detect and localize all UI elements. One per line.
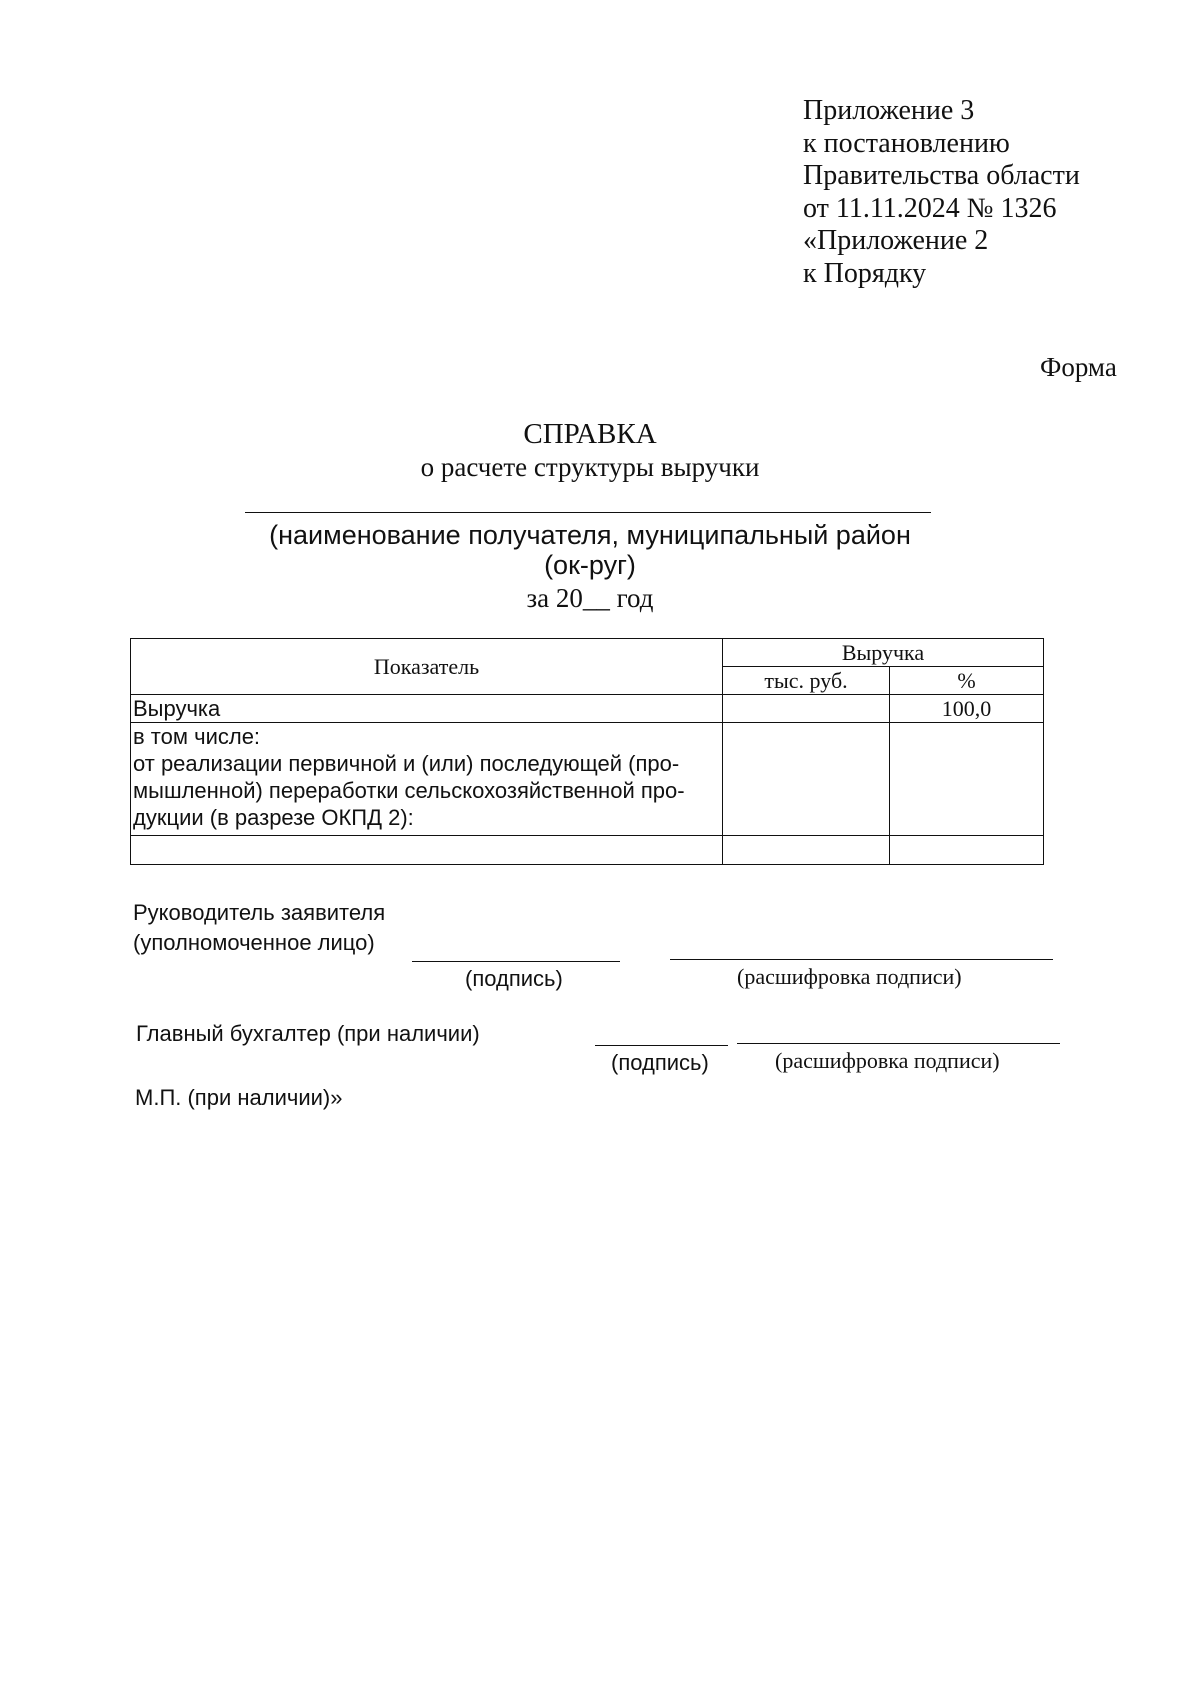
recipient-underline bbox=[245, 512, 931, 513]
accountant-signature-line[interactable] bbox=[595, 1045, 728, 1046]
row-percent: 100,0 bbox=[890, 695, 1044, 723]
accountant-decode-line[interactable] bbox=[737, 1043, 1060, 1044]
table-row bbox=[131, 836, 1044, 865]
head-signature-line[interactable] bbox=[412, 961, 620, 962]
appendix-line: Правительства области bbox=[803, 160, 1080, 191]
accountant-label: Главный бухгалтер (при наличии) bbox=[136, 1021, 480, 1046]
row-label: в том числе: от реализации первичной и (или) последующей (про- мышленной) переработки сельскохозяйственной про- дукции (в разрезе ОКПД 2): bbox=[131, 723, 723, 836]
revenue-table bbox=[130, 638, 1044, 865]
appendix-line: к Порядку bbox=[803, 257, 927, 289]
appendix-line: Приложение 3 bbox=[803, 95, 975, 126]
header-thousand-rub: тыс. руб. bbox=[723, 667, 890, 695]
row-percent bbox=[890, 723, 1044, 836]
head-signature-hint: (подпись) bbox=[465, 966, 563, 991]
row-thousand bbox=[723, 723, 890, 836]
row-label: Выручка bbox=[131, 695, 723, 723]
recipient-hint: (наименование получателя, муниципальный район (ок-руг) bbox=[269, 520, 911, 580]
head-decode-hint: (расшифровка подписи) bbox=[737, 964, 962, 989]
head-decode-line[interactable] bbox=[670, 959, 1053, 960]
header-indicator: Показатель bbox=[131, 639, 723, 695]
document-title: СПРАВКА bbox=[523, 418, 657, 450]
row-thousand bbox=[723, 695, 890, 723]
row-percent bbox=[890, 836, 1044, 865]
period-line: за 20__ год bbox=[526, 583, 654, 613]
appendix-block bbox=[803, 95, 1080, 290]
header-percent: % bbox=[890, 667, 1044, 695]
appendix-line: к постановлению bbox=[803, 127, 1010, 159]
table-row bbox=[131, 695, 1044, 723]
header-revenue-group: Выручка bbox=[723, 639, 1044, 667]
head-label-1: Руководитель заявителя bbox=[133, 900, 386, 925]
document-subtitle: о расчете структуры выручки bbox=[420, 452, 760, 482]
row-thousand bbox=[723, 836, 890, 865]
row-label bbox=[131, 836, 723, 865]
appendix-line: «Приложение 2 bbox=[803, 225, 989, 256]
head-label-2: (уполномоченное лицо) bbox=[133, 930, 375, 955]
appendix-line: от 11.11.2024 № 1326 bbox=[803, 192, 1057, 224]
seal-note: М.П. (при наличии)» bbox=[135, 1085, 343, 1110]
accountant-signature-hint: (подпись) bbox=[611, 1050, 709, 1075]
table-row bbox=[131, 723, 1044, 836]
form-label: Форма bbox=[1040, 352, 1117, 382]
accountant-decode-hint: (расшифровка подписи) bbox=[775, 1048, 1000, 1073]
